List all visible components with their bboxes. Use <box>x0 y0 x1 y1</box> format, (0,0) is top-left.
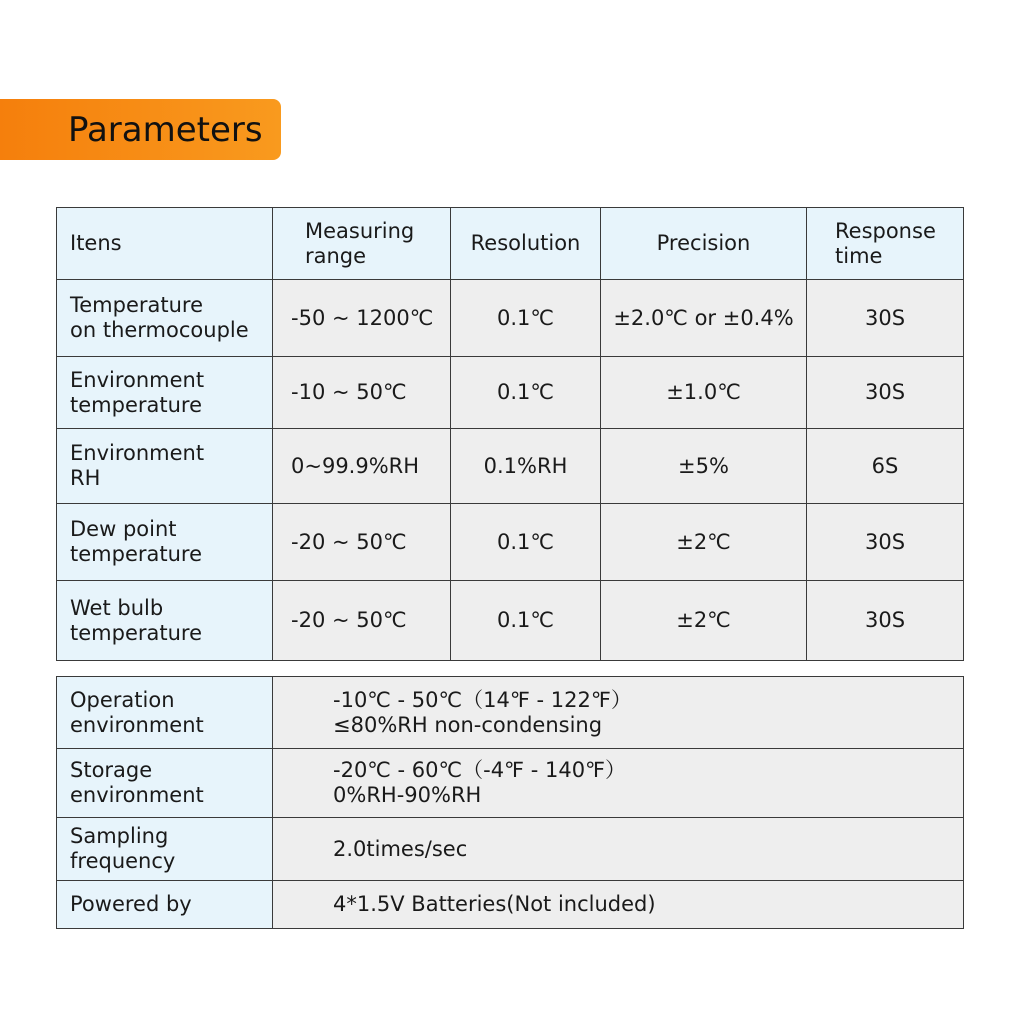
resolution-value: 0.1℃ <box>451 357 601 429</box>
resolution-value: 0.1℃ <box>451 504 601 581</box>
header-response-time: Response time <box>807 208 964 280</box>
row-label: Environment temperature <box>57 357 273 429</box>
row-label: Temperature on thermocouple <box>57 280 273 357</box>
spec-table <box>56 207 964 661</box>
header-resolution: Resolution <box>451 208 601 280</box>
table-row <box>57 280 964 357</box>
row-value: 4*1.5V Batteries(Not included) <box>273 881 964 929</box>
row-label: Environment RH <box>57 429 273 504</box>
table-row <box>57 818 964 881</box>
spec-table-header-row <box>57 208 964 280</box>
precision-value: ±2.0℃ or ±0.4% <box>601 280 807 357</box>
resolution-value: 0.1℃ <box>451 280 601 357</box>
response-time-value: 30S <box>807 357 964 429</box>
table-row <box>57 357 964 429</box>
header-precision: Precision <box>601 208 807 280</box>
table-row <box>57 581 964 661</box>
table-row <box>57 749 964 818</box>
precision-value: ±2℃ <box>601 504 807 581</box>
resolution-value: 0.1%RH <box>451 429 601 504</box>
row-value: -20℃ - 60℃（-4℉ - 140℉） 0%RH-90%RH <box>273 749 964 818</box>
row-value: -10℃ - 50℃（14℉ - 122℉） ≤80%RH non-condensing <box>273 677 964 749</box>
response-time-value: 30S <box>807 280 964 357</box>
header-items: Itens <box>57 208 273 280</box>
row-label: Storage environment <box>57 749 273 818</box>
row-label: Wet bulb temperature <box>57 581 273 661</box>
table-row <box>57 677 964 749</box>
precision-value: ±5% <box>601 429 807 504</box>
row-value: 2.0times/sec <box>273 818 964 881</box>
response-time-value: 6S <box>807 429 964 504</box>
row-label: Sampling frequency <box>57 818 273 881</box>
section-title: Parameters <box>68 110 263 150</box>
row-label: Powered by <box>57 881 273 929</box>
table-row <box>57 881 964 929</box>
header-measuring-range: Measuring range <box>273 208 451 280</box>
general-spec-table <box>56 676 964 929</box>
response-time-value: 30S <box>807 581 964 661</box>
table-row <box>57 504 964 581</box>
precision-value: ±2℃ <box>601 581 807 661</box>
measuring-range-value: -10 ~ 50℃ <box>273 357 451 429</box>
row-label: Dew point temperature <box>57 504 273 581</box>
table-row <box>57 429 964 504</box>
precision-value: ±1.0℃ <box>601 357 807 429</box>
measuring-range-value: -20 ~ 50℃ <box>273 581 451 661</box>
section-title-tab <box>0 99 281 160</box>
measuring-range-value: -50 ~ 1200℃ <box>273 280 451 357</box>
response-time-value: 30S <box>807 504 964 581</box>
row-label: Operation environment <box>57 677 273 749</box>
measuring-range-value: 0~99.9%RH <box>273 429 451 504</box>
resolution-value: 0.1℃ <box>451 581 601 661</box>
measuring-range-value: -20 ~ 50℃ <box>273 504 451 581</box>
